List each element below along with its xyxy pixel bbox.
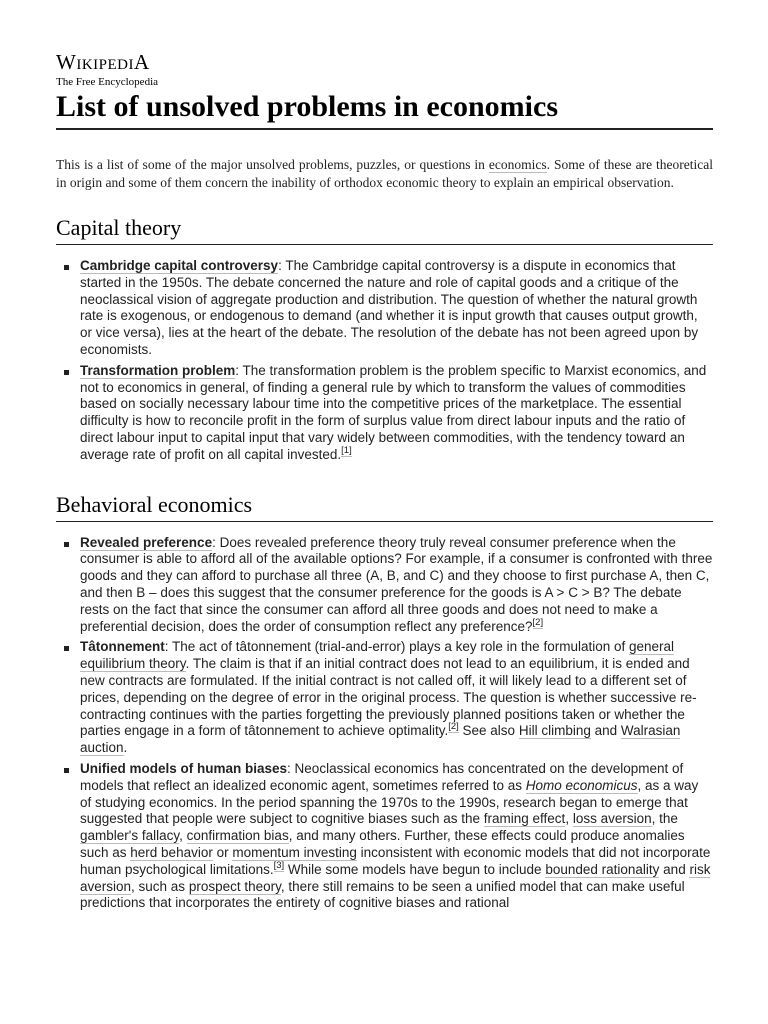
homo-economicus-link[interactable]: Homo economicus (525, 777, 638, 793)
gamblers-fallacy-link[interactable]: gambler's fallacy (80, 828, 180, 844)
reference-link[interactable]: [1] (341, 444, 352, 456)
item-text: . (123, 740, 128, 756)
section-heading-behavioral-economics: Behavioral economics (56, 492, 713, 522)
item-text: : The act of tâtonnement (trial-and-error) plays a key role in the formulation of (164, 639, 629, 655)
item-text: While some models have begun to include (284, 861, 546, 877)
item-text: or (212, 844, 233, 860)
item-text: , as a way of studying economics. In the period spanning the 1970s to the 1990s, research began to emerge that suggested that people were subject to cognitive biases such as the (80, 777, 699, 827)
list-item (80, 761, 713, 912)
item-text: and (659, 861, 690, 877)
item-text: : Does revealed preference theory truly reveal consumer preference when the consumer is able to afford all of the available options? For example, if a consumer is confronted with three goods and they can afford to purchase all three (A, B, and C) and they choose to first purchase A, then C, and then B – does this suggest that the consumer preference for the goods is A > C > B? The debate rests on the fact that since the consumer can afford all three goods and does not need to make a preferential decision, does the order of consumption reflect any preference? (80, 534, 713, 634)
item-text: See also (458, 723, 519, 739)
tatonnement-term: Tâtonnement (80, 639, 165, 655)
article (56, 0, 713, 916)
item-text: : The Cambridge capital controversy is a dispute in economics that started in the 1950s. The debate concerned the nature and role of capital goods and a critique of the neoclassical vision of aggregate production and distribution. The question of whether the natural growth rate is exogenous, or endogenous to demand (and whether it is input growth that causes output growth, or vice versa), lies at the heart of the debate. The resolution of the debate has not been agreed upon by economists. (80, 258, 699, 357)
item-text: , there still remains to be seen a unified model that can make useful predictions that incorporates the entirety of cognitive biases and rational (80, 878, 685, 911)
list-item (80, 639, 713, 757)
prospect-theory-link[interactable]: prospect theory (188, 878, 281, 894)
intro-text-end: . Some of these are theoretical in origin and some of them concern the inability of orthodox economic theory to explain an empirical observation. (56, 157, 713, 190)
capital-theory-list (56, 258, 713, 464)
unified-models-term: Unified models of human biases (80, 760, 288, 776)
reference-link[interactable]: [3] (273, 859, 285, 871)
item-text: : The transformation problem is the problem specific to Marxist economics, and not to economics in general, of finding a general rule by which to transform the values of commodities based on socially necessary labour time into the competitive prices of the marketplace. The essential difficulty is how to reconcile profit in the form of surplus value from direct labour inputs and the ratio of direct labour input to capital input that vary widely between commodities, with the tendency toward an average rate of profit on all capital invested. (80, 362, 707, 462)
cambridge-capital-controversy-link[interactable]: Cambridge capital controversy (80, 258, 279, 273)
walrasian-auction-link[interactable]: Walrasian auction (80, 723, 681, 756)
wikipedia-logo[interactable] (56, 52, 713, 89)
reference-link[interactable]: [2] (448, 721, 459, 733)
reference-link[interactable]: [2] (532, 616, 544, 628)
intro-paragraph (56, 156, 713, 192)
intro-text: This is a list of some of the major unsolved problems, puzzles, or questions in (56, 157, 489, 172)
loss-aversion-link[interactable]: loss aversion (572, 811, 652, 827)
item-text: inconsistent with economic models that did not incorporate human psychological limitations. (80, 844, 711, 877)
item-text: , such as (131, 878, 189, 894)
item-text: , (179, 828, 187, 844)
general-equilibrium-theory-link[interactable]: general equilibrium theory (80, 639, 675, 672)
risk-aversion-link[interactable]: risk aversion (80, 861, 711, 894)
logo-tagline: The Free Encyclopedia (56, 76, 159, 88)
item-text: , (565, 811, 573, 827)
logo-wordmark: WIKIPEDIA (56, 50, 150, 74)
transformation-problem-link[interactable]: Transformation problem (80, 362, 236, 378)
behavioral-economics-list (56, 535, 713, 913)
momentum-investing-link[interactable]: momentum investing (232, 844, 357, 860)
revealed-preference-link[interactable]: Revealed preference (80, 534, 213, 550)
item-text: , and many others. Further, these effects could produce anomalies such as (80, 828, 685, 860)
economics-link[interactable]: economics (488, 157, 547, 172)
confirmation-bias-link[interactable]: confirmation bias (186, 828, 289, 844)
herd-behavior-link[interactable]: herd behavior (130, 844, 213, 860)
list-item (80, 535, 713, 636)
item-text: . The claim is that if an initial contract does not lead to an equilibrium, it is ended and new contracts are formulated. If the initial contract is not called off, it will likely lead to a different set of prices, depending on the degree of error in the original process. The question is whether successive re-contracting continues with the parties forgetting the previously planned positions taken or whether the parties engage in a form of tâtonnement to achieve optimality. (80, 656, 697, 739)
hill-climbing-link[interactable]: Hill climbing (518, 723, 591, 739)
list-item (80, 363, 713, 464)
framing-effect-link[interactable]: framing effect (483, 811, 566, 827)
item-text: and (590, 723, 621, 739)
bounded-rationality-link[interactable]: bounded rationality (545, 861, 660, 877)
item-text: : Neoclassical economics has concentrated on the development of models that reflect an idealized economic agent, sometimes referred to as (80, 760, 684, 793)
page-title: List of unsolved problems in economics (56, 90, 713, 130)
section-heading-capital-theory: Capital theory (56, 215, 713, 245)
item-text: , the (651, 811, 678, 827)
list-item (80, 258, 713, 359)
